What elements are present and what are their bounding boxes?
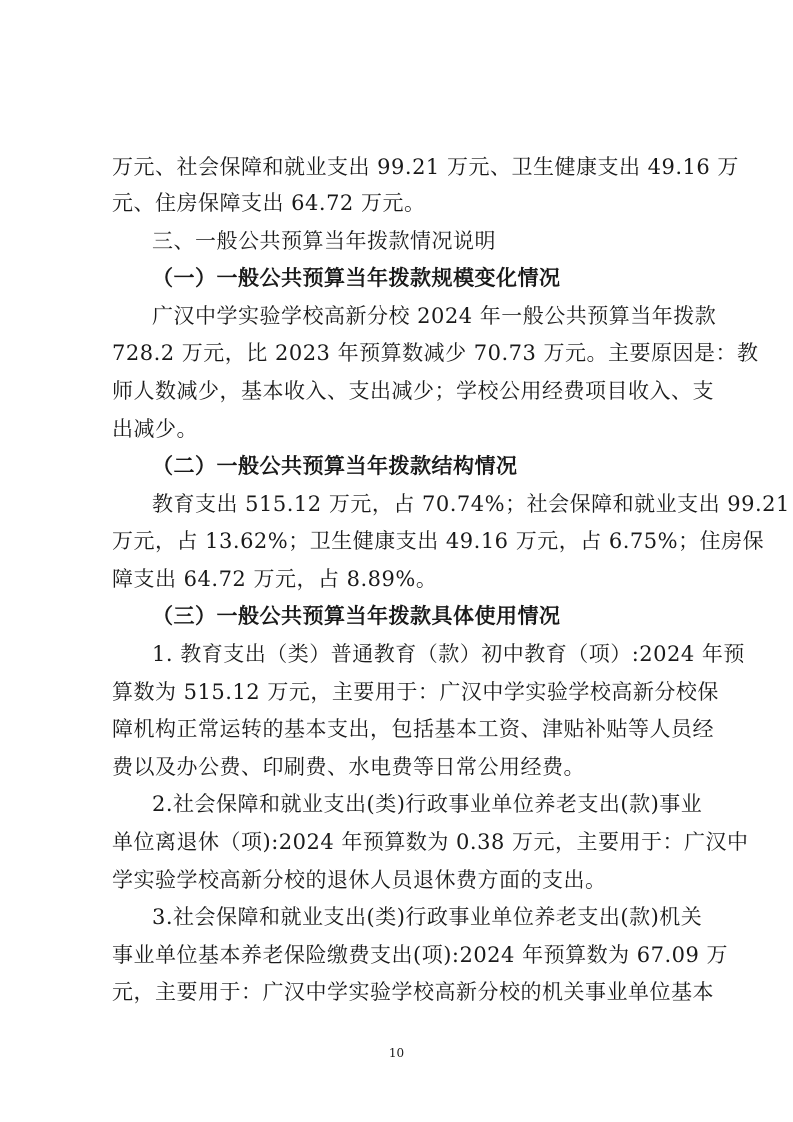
body-line: 元，主要用于：广汉中学实验学校高新分校的机关事业单位基本 (112, 980, 714, 1004)
body-line: 2.社会保障和就业支出(类)行政事业单位养老支出(款)事业 (152, 792, 703, 816)
subsection-heading: （一）一般公共预算当年拨款规模变化情况 (152, 265, 561, 290)
body-line: 728.2 万元，比 2023 年预算数减少 70.73 万元。主要原因是：教 (112, 341, 759, 365)
subsection-heading: （三）一般公共预算当年拨款具体使用情况 (152, 603, 561, 628)
body-line: 障支出 64.72 万元，占 8.89%。 (112, 567, 438, 591)
body-line: 广汉中学实验学校高新分校 2024 年一般公共预算当年拨款 (152, 304, 717, 328)
subsection-heading: （二）一般公共预算当年拨款结构情况 (152, 453, 518, 478)
body-line: 算数为 515.12 万元，主要用于：广汉中学实验学校高新分校保 (112, 680, 719, 704)
body-line: 出减少。 (112, 417, 198, 441)
body-line: 1. 教育支出（类）普通教育（款）初中教育（项）:2024 年预 (152, 642, 745, 666)
section-heading: 三、一般公共预算当年拨款情况说明 (152, 229, 496, 253)
body-line: 元、住房保障支出 64.72 万元。 (112, 191, 426, 215)
page-number: 10 (388, 1046, 405, 1060)
body-line: 费以及办公费、印刷费、水电费等日常公用经费。 (112, 755, 585, 779)
body-line: 师人数减少，基本收入、支出减少；学校公用经费项目收入、支 (112, 379, 714, 403)
body-line: 教育支出 515.12 万元，占 70.74%；社会保障和就业支出 99.21 (152, 492, 790, 516)
body-line: 事业单位基本养老保险缴费支出(项):2024 年预算数为 67.09 万 (112, 943, 729, 967)
body-line: 万元，占 13.62%；卫生健康支出 49.16 万元，占 6.75%；住房保 (112, 529, 765, 553)
body-line: 单位离退休（项):2024 年预算数为 0.38 万元，主要用于：广汉中 (112, 830, 749, 854)
body-line: 障机构正常运转的基本支出，包括基本工资、津贴补贴等人员经 (112, 717, 714, 741)
body-line: 3.社会保障和就业支出(类)行政事业单位养老支出(款)机关 (152, 905, 703, 929)
body-line: 万元、社会保障和就业支出 99.21 万元、卫生健康支出 49.16 万 (112, 155, 739, 179)
body-line: 学实验学校高新分校的退休人员退休费方面的支出。 (112, 868, 607, 892)
